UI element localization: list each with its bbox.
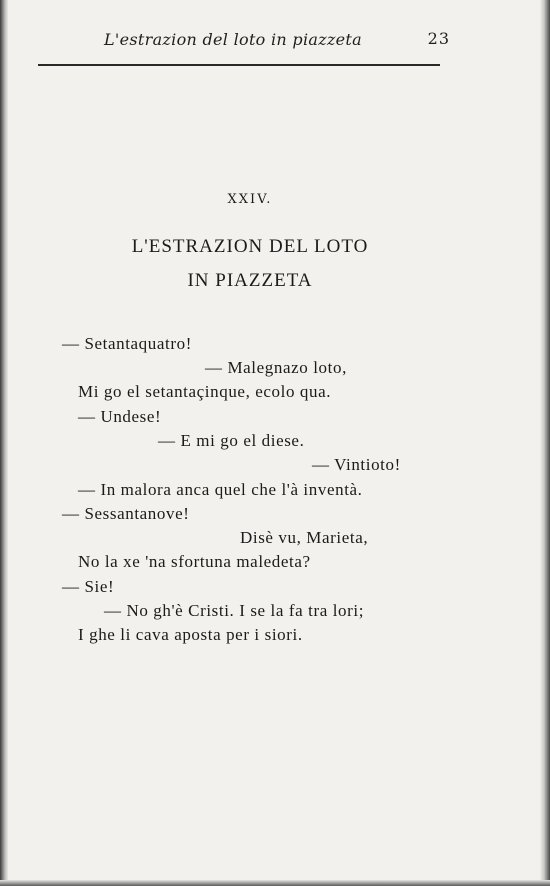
verse-line: I ghe li cava aposta per i siori. [78, 625, 303, 644]
verse-line: — E mi go el diese. [158, 431, 305, 450]
verse-line: Mi go el setantaçinque, ecolo qua. [78, 382, 332, 401]
poem-title-line-2: IN PIAZZETA [187, 270, 313, 291]
running-head: L'estrazion del loto in piazzeta [104, 30, 363, 49]
verse-line: Disè vu, Marieta, [240, 528, 369, 547]
verse-line: — In malora anca quel che l'à inventà. [78, 480, 363, 499]
page-edge-right [540, 0, 550, 886]
verse-line: — Sessantanove! [62, 504, 190, 523]
page-edge-left [0, 0, 8, 886]
verse-line: — Malegnazo loto, [205, 358, 347, 377]
verse-line: No la xe 'na sfortuna maledeta? [78, 552, 311, 571]
header-rule [38, 64, 440, 66]
page-edge-bottom [0, 880, 550, 886]
verse-line: — Vintioto! [312, 455, 401, 474]
verse-line: — Setantaquatro! [62, 334, 192, 353]
section-number: XXIV. [227, 192, 273, 207]
verse-line: — Undese! [78, 407, 162, 426]
verse-line: — Sie! [62, 577, 115, 596]
page-number: 23 [427, 29, 450, 48]
poem-title-line-1: L'ESTRAZION DEL LOTO [131, 236, 369, 257]
verse-line: — No gh'è Cristi. I se la fa tra lori; [104, 601, 365, 620]
